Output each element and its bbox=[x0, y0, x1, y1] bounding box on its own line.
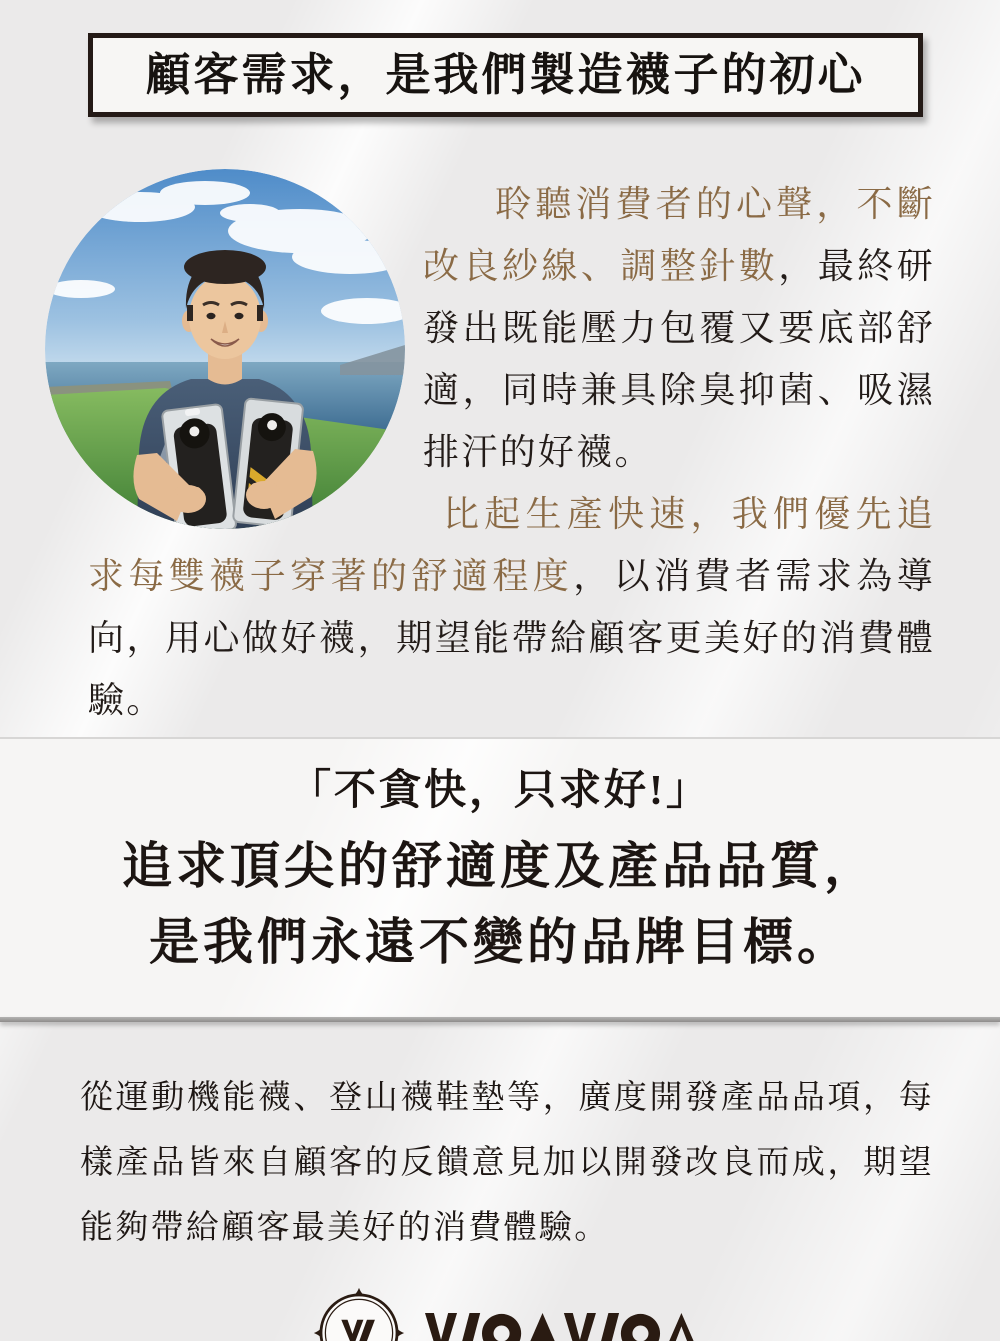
brand-logo bbox=[80, 1287, 934, 1341]
intro-text-flow bbox=[88, 173, 935, 731]
brand-badge-icon bbox=[313, 1287, 405, 1341]
page-title: 顧客需求，是我們製造襪子的初心 bbox=[145, 50, 866, 100]
intro-p1-rest: ，最終研發出既能壓力包覆又要底部舒適，同時兼具除臭抑菌、吸濕排汗的好襪。 bbox=[423, 246, 936, 472]
slogan-line-2: 追求頂尖的舒適度及產品品質， bbox=[122, 838, 878, 894]
intro-p1-highlight: 聆聽消費者的心聲，不斷改良紗線、調整針數 bbox=[423, 184, 935, 286]
slogan-line-3: 是我們永遠不變的品牌目標。 bbox=[149, 914, 851, 970]
section-slogan bbox=[0, 739, 1000, 1017]
page-title-box bbox=[88, 33, 923, 117]
brand-wordmark bbox=[425, 1311, 701, 1341]
intro-p2-highlight: 比起生產快速，我們優先追求每雙襪子穿著的舒適程度 bbox=[88, 494, 935, 596]
founder-photo-illustration bbox=[45, 169, 405, 529]
intro-p2-rest: ，以消費者需求為導向，用心做好襪，期望能帶給顧客更美好的消費體驗。 bbox=[88, 556, 935, 720]
products-paragraph: 從運動機能襪、登山襪鞋墊等，廣度開發產品品項，每樣產品皆來自顧客的反饋意見加以開發改良而成，期望能夠帶給顧客最美好的消費體驗。 bbox=[80, 1080, 934, 1246]
section-products bbox=[0, 1022, 1000, 1341]
founder-photo bbox=[45, 169, 405, 529]
slogan-quote: 「不貪快，只求好!」 bbox=[289, 768, 711, 814]
